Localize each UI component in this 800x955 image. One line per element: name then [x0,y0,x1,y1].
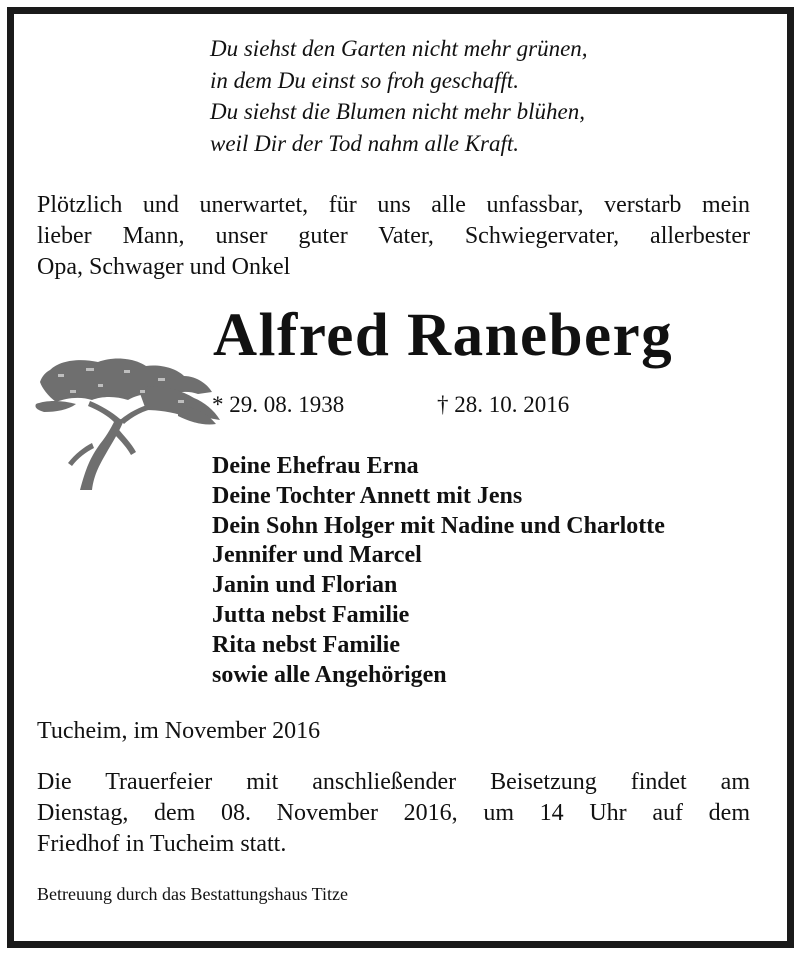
mourner-entry: Deine Tochter Annett mit Jens [212,482,523,509]
poem-line: weil Dir der Tod nahm alle Kraft. [210,130,520,156]
service-line: Dienstag, dem 08. November 2016, um 14 Uhr auf dem [37,800,750,826]
place-date: Tucheim, im November 2016 [37,718,321,744]
service-line: Die Trauerfeier mit anschließender Beisetzung findet am [37,769,750,795]
mourner-entry: Janin und Florian [212,572,398,599]
poem [210,33,588,159]
tree-icon [28,340,238,500]
mourner-entry: Jutta nebst Familie [212,601,410,628]
intro-text [37,190,750,283]
mourner-entry: Jennifer und Marcel [212,542,422,569]
poem-line: Du siehst die Blumen nicht mehr blühen, [210,99,585,124]
birth-date: * 29. 08. 1938 [212,392,345,417]
mourner-entry: Rita nebst Familie [212,631,400,658]
tree-illustration [28,340,238,500]
service-line: Friedhof in Tucheim statt. [37,831,287,857]
death-date: † 28. 10. 2016 [437,392,570,417]
deceased-name: Alfred Raneberg [213,302,674,369]
funeral-home-credit: Betreuung durch das Bestattungshaus Titze [37,884,348,904]
intro-line: lieber Mann, unser guter Vater, Schwiegervater, allerbester [37,223,750,249]
mourner-entry: Dein Sohn Holger mit Nadine und Charlotte [212,512,665,539]
service-info [37,767,750,860]
intro-line: Opa, Schwager und Onkel [37,254,291,280]
mourners-list [212,452,665,690]
intro-line: Plötzlich und unerwartet, für uns alle unfassbar, verstarb mein [37,192,750,218]
poem-line: in dem Du einst so froh geschafft. [210,67,519,93]
mourner-entry: Deine Ehefrau Erna [212,453,419,479]
poem-line: Du siehst den Garten nicht mehr grünen, [210,36,588,61]
mourner-entry: sowie alle Angehörigen [212,661,447,688]
